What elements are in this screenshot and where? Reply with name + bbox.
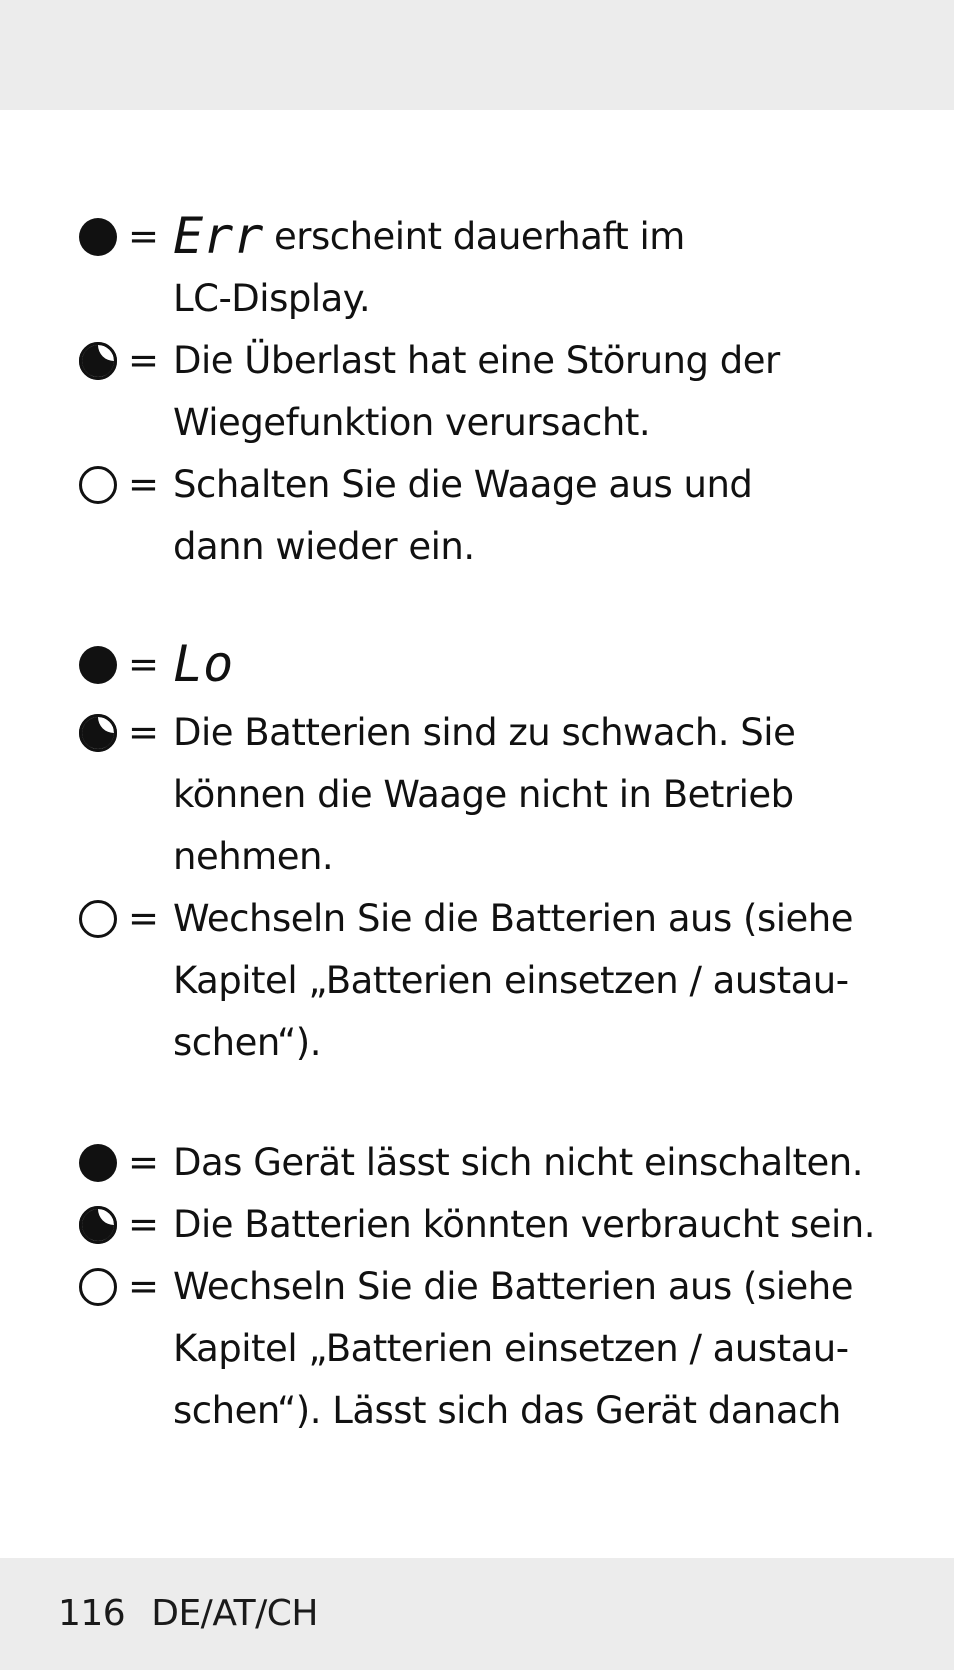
solution-text: Wechseln Sie die Batterien aus (siehe	[173, 1265, 854, 1308]
problem-row-lo	[78, 632, 908, 694]
solution-text: Wechseln Sie die Batterien aus (siehe	[173, 897, 854, 940]
half-filled-circle-icon	[78, 341, 118, 381]
cause-row	[78, 328, 908, 390]
solution-row	[78, 1254, 908, 1316]
solid-circle-icon	[78, 1143, 118, 1183]
solution-row-continuation	[78, 1010, 908, 1072]
equals-sign: =	[128, 711, 159, 754]
solution-row	[78, 452, 908, 514]
solution-row	[78, 886, 908, 948]
cause-text-continued: können die Waage nicht in Betrieb	[173, 773, 794, 816]
solution-text-continued: schen“). Lässt sich das Gerät danach	[173, 1389, 841, 1432]
equals-sign: =	[128, 1203, 159, 1246]
cause-row-continuation	[78, 762, 908, 824]
problem-text: Das Gerät lässt sich nicht einschalten.	[173, 1141, 863, 1184]
equals-sign: =	[128, 1141, 159, 1184]
solution-text: Schalten Sie die Waage aus und	[173, 463, 753, 506]
problem-row-err	[78, 204, 908, 266]
hollow-circle-icon	[78, 1267, 118, 1307]
lcd-code-lo	[173, 635, 253, 691]
region-label: DE/AT/CH	[151, 1593, 318, 1634]
equals-sign: =	[128, 463, 159, 506]
cause-text: Die Überlast hat eine Störung der	[173, 339, 780, 382]
solution-text-continued: Kapitel „Batterien einsetzen / austau-	[173, 1327, 849, 1370]
solid-circle-icon	[78, 645, 118, 685]
equals-sign: =	[128, 643, 159, 686]
half-filled-circle-icon	[78, 1205, 118, 1245]
solution-row-continuation	[78, 948, 908, 1010]
page-footer	[58, 1588, 318, 1640]
lcd-code-err	[173, 207, 269, 263]
equals-sign: =	[128, 215, 159, 258]
cause-row	[78, 1192, 908, 1254]
header-band	[0, 0, 954, 110]
solution-row-continuation	[78, 1316, 908, 1378]
hollow-circle-icon	[78, 899, 118, 939]
cause-row	[78, 700, 908, 762]
cause-text-continued: Wiegefunktion verursacht.	[173, 401, 651, 444]
solid-circle-icon	[78, 217, 118, 257]
half-filled-circle-icon	[78, 713, 118, 753]
solution-text-continued: schen“).	[173, 1021, 321, 1064]
cause-text-continued: nehmen.	[173, 835, 334, 878]
solution-row-continuation	[78, 1378, 908, 1440]
cause-row-continuation	[78, 390, 908, 452]
equals-sign: =	[128, 1265, 159, 1308]
hollow-circle-icon	[78, 465, 118, 505]
solution-row-continuation	[78, 514, 908, 576]
lcd-code-text: Lo	[173, 635, 234, 691]
problem-row-continuation	[78, 266, 908, 328]
equals-sign: =	[128, 339, 159, 382]
problem-text: erscheint dauerhaft im	[274, 215, 685, 258]
problem-row	[78, 1130, 908, 1192]
cause-row-continuation	[78, 824, 908, 886]
problem-text-continued: LC-Display.	[173, 277, 371, 320]
cause-text: Die Batterien sind zu schwach. Sie	[173, 711, 796, 754]
equals-sign: =	[128, 897, 159, 940]
cause-text: Die Batterien könnten verbraucht sein.	[173, 1203, 876, 1246]
page-number: 116	[58, 1593, 126, 1634]
solution-text-continued: Kapitel „Batterien einsetzen / austau-	[173, 959, 849, 1002]
solution-text-continued: dann wieder ein.	[173, 525, 475, 568]
lcd-code-text: Err	[173, 207, 264, 263]
